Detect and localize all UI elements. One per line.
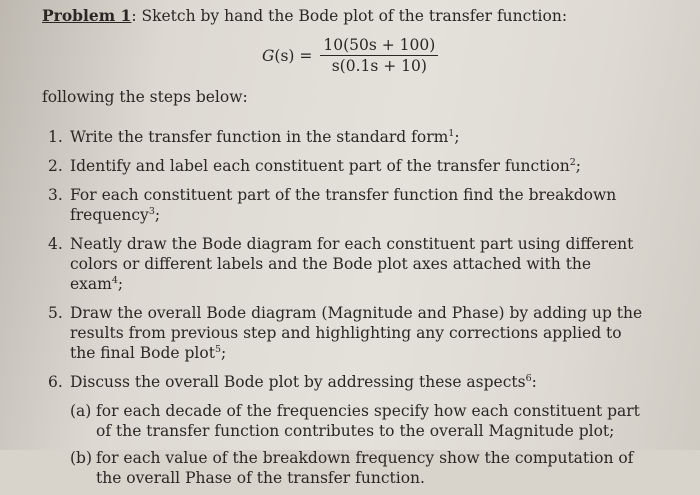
step-body [70, 185, 648, 225]
step-item-5 [48, 303, 648, 363]
footnote-ref: 6 [525, 373, 532, 384]
step-body [70, 372, 648, 392]
equation-lhs-rest: (s) = [274, 46, 313, 65]
step-end: ; [221, 344, 227, 362]
step-number: 4. [48, 235, 63, 253]
step-item-6 [48, 372, 648, 392]
step-item-1 [48, 127, 648, 147]
footnote-ref: 2 [569, 157, 576, 168]
step-item-2 [48, 156, 648, 176]
step-text: For each constituent part of the transfer function find the breakdown frequency [70, 186, 617, 224]
step-end: ; [117, 275, 124, 293]
problem-heading [42, 6, 567, 25]
footnote-ref: 3 [148, 206, 155, 217]
step-end: ; [154, 206, 161, 224]
steps-list [48, 127, 648, 495]
problem-label: Problem 1 [42, 6, 132, 25]
step-text: Draw the overall Bode diagram (Magnitude and Phase) by adding up the results from previous step and highlighting any corrections applied to the final Bode plot [70, 304, 643, 362]
step-text: Write the transfer function in the standard form [70, 128, 449, 146]
substep-label: (a) [70, 402, 92, 420]
step-body [70, 234, 648, 294]
step-item-4 [48, 234, 648, 294]
step-number: 1. [48, 128, 63, 146]
step-end: ; [454, 128, 460, 146]
step-text: Identify and label each constituent part of the transfer function [70, 157, 570, 175]
problem-statement: : Sketch by hand the Bode plot of the transfer function: [131, 7, 568, 25]
equation-fraction [320, 36, 438, 75]
substep-item-a [70, 401, 648, 441]
step-body [70, 303, 648, 363]
equation-numerator: 10(50s + 100) [320, 36, 438, 56]
step-number: 2. [48, 157, 63, 175]
footnote-ref: 5 [214, 344, 221, 355]
step-number: 5. [48, 304, 63, 322]
step-body [70, 156, 648, 176]
step-end: : [531, 373, 537, 391]
step-body [70, 127, 648, 147]
step-end: ; [575, 157, 581, 175]
step-number: 6. [48, 373, 63, 391]
transfer-function-equation [262, 36, 438, 75]
step-text: Neatly draw the Bode diagram for each constituent part using different colors or different labels and the Bode plot axes attached with the exam [70, 235, 634, 293]
step-item-3 [48, 185, 648, 225]
equation-function-name: G [262, 46, 275, 65]
intro-text: following the steps below: [42, 88, 248, 106]
footnote-ref: 1 [448, 128, 455, 139]
substep-label: (b) [70, 449, 93, 467]
substep-text: for each decade of the frequencies specify how each constituent part of the transfer function contributes to the overall Magnitude plot; [96, 402, 640, 440]
equation-lhs [262, 47, 312, 65]
step-number: 3. [48, 186, 63, 204]
equation-denominator: s(0.1s + 10) [331, 57, 427, 75]
footnote-ref: 4 [111, 275, 118, 286]
step-text: Discuss the overall Bode plot by addressing these aspects [70, 373, 526, 391]
substeps-list [70, 401, 648, 488]
substep-item-b [70, 448, 648, 488]
substep-text: for each value of the breakdown frequency show the computation of the overall Phase of the transfer function. [96, 449, 634, 487]
